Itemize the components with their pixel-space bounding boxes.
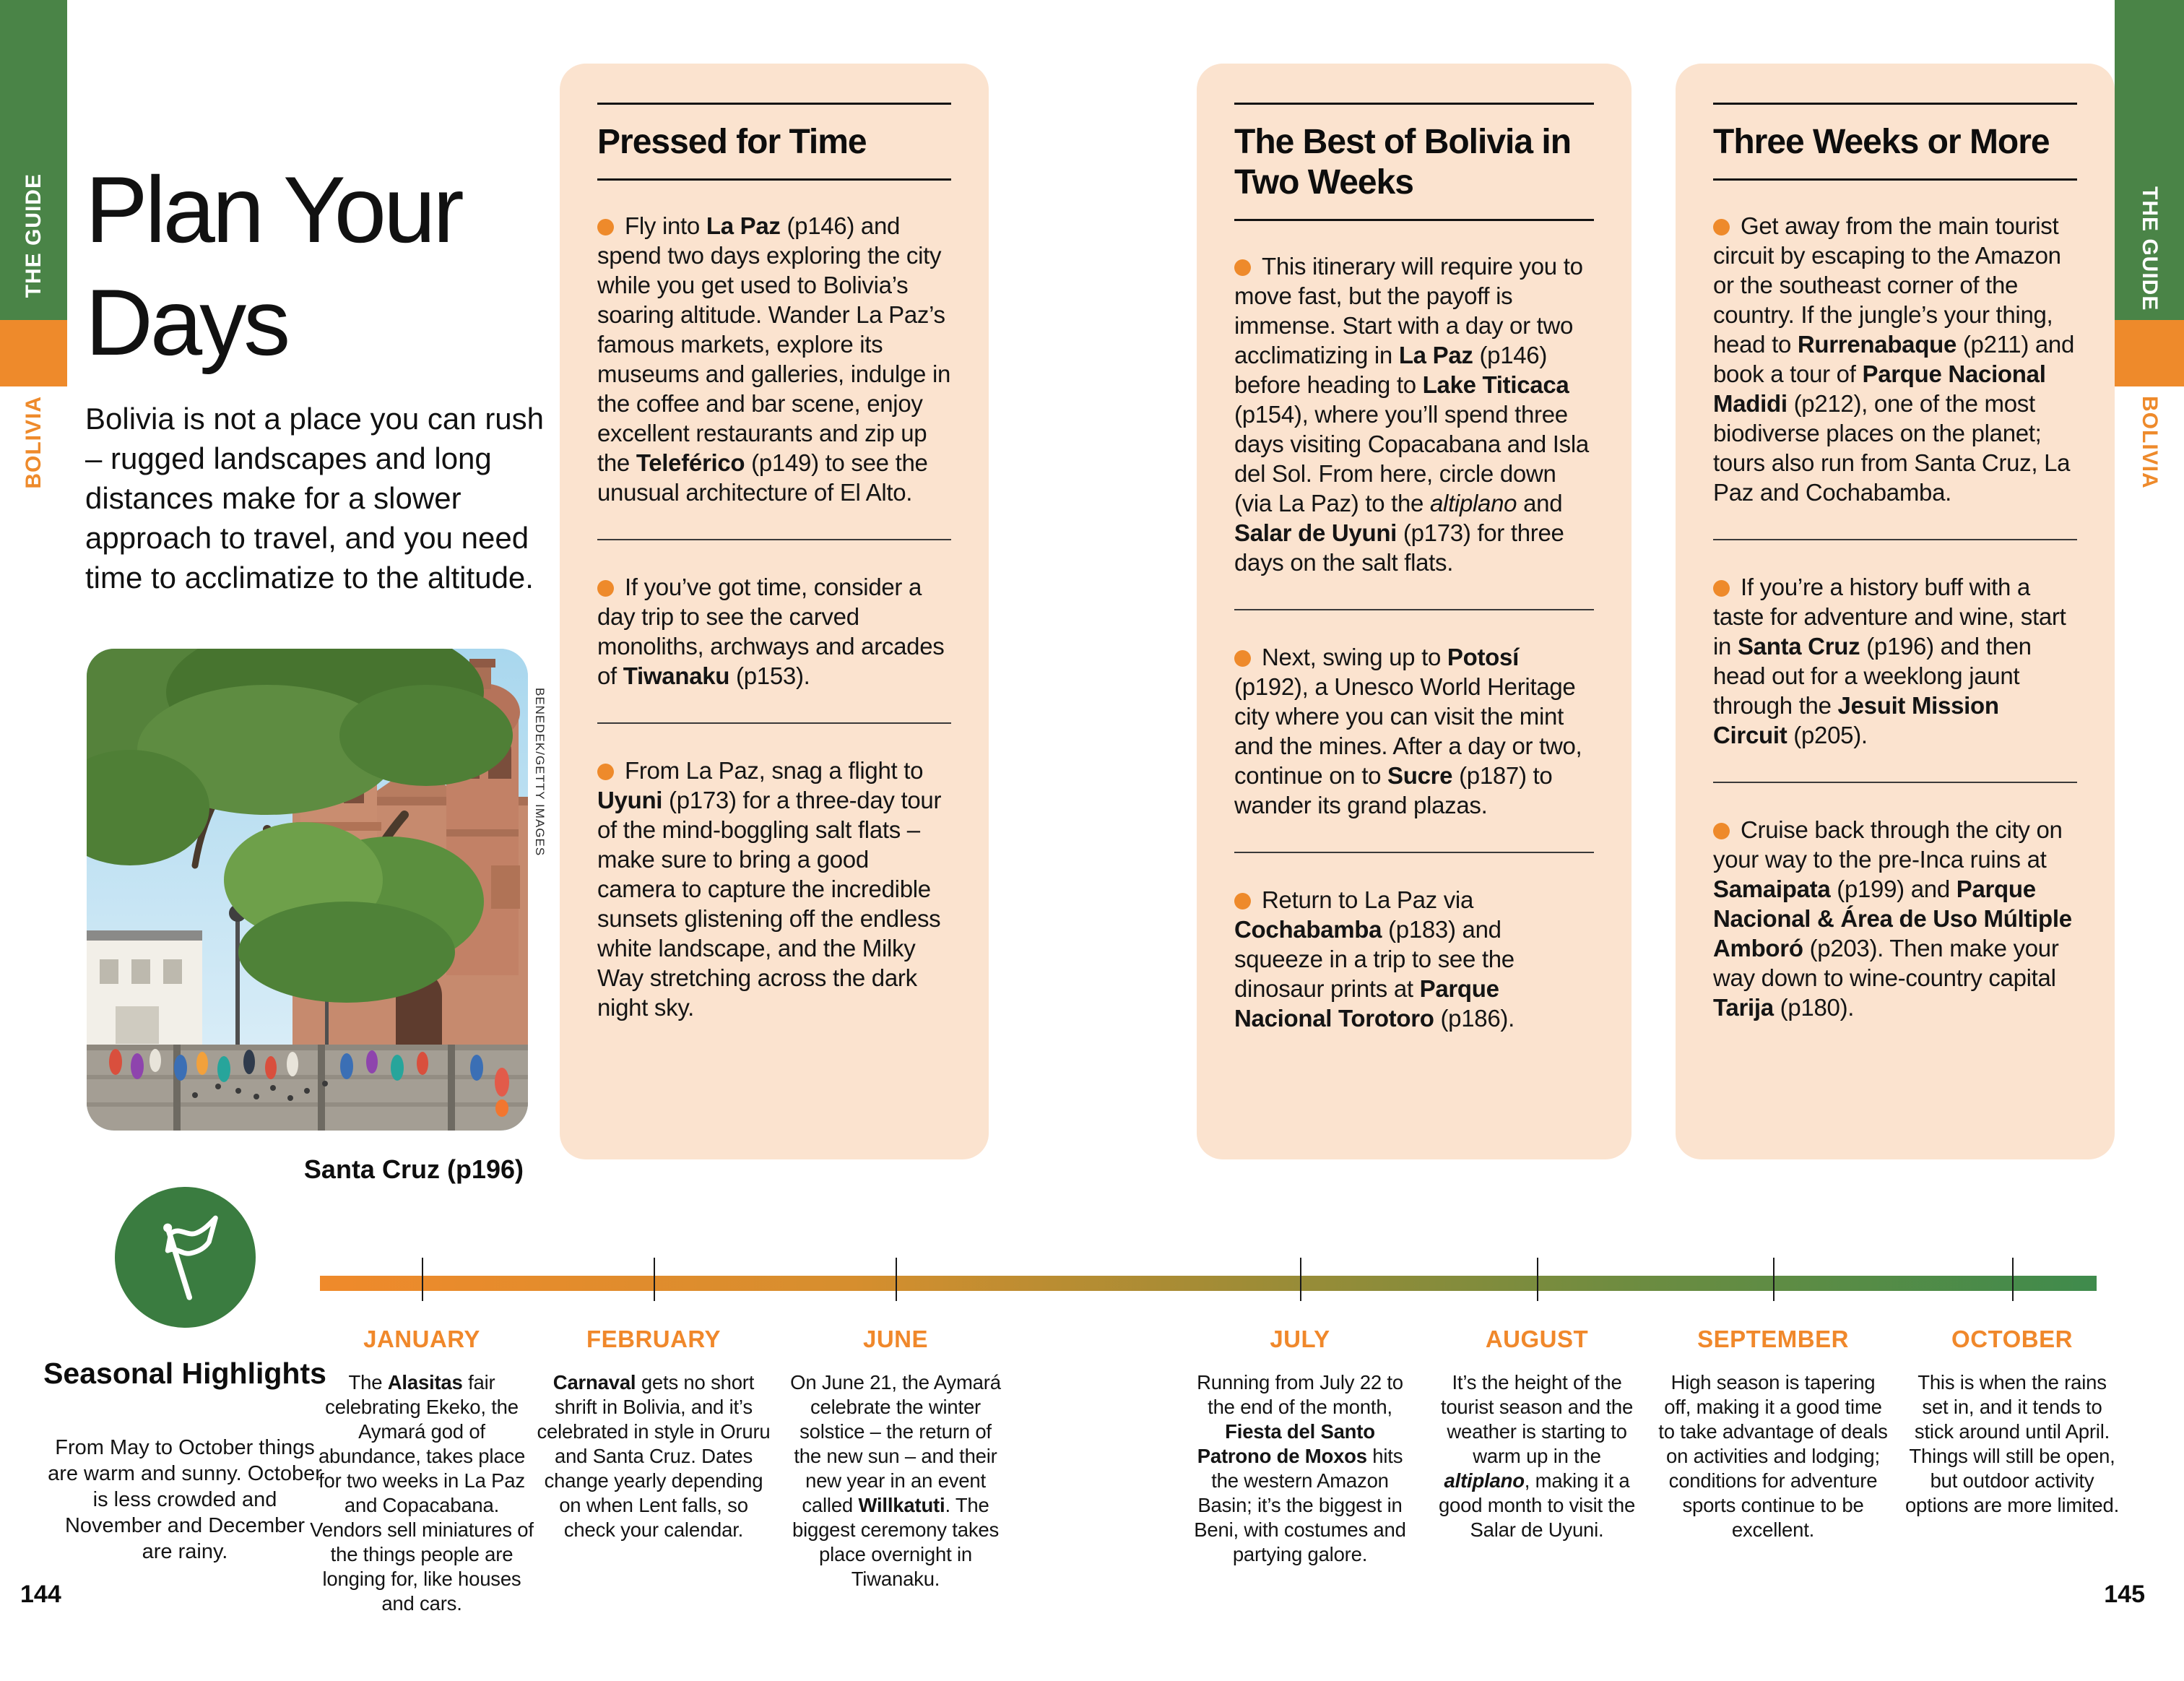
bullet-text: If you’ve got time, consider a day trip to see the carved monoliths, archways and arcades of Tiwanaku (p153). <box>597 574 945 689</box>
bullet-text: Cruise back through the city on your way to the pre-Inca ruins at Samaipata (p199) and Parque Nacional & Área de Uso Múltiple Amboró (p203). Then make your way down to wine-country capital Tarija (p180). <box>1713 816 2072 1021</box>
bullet-separator <box>597 539 951 540</box>
panel-rule <box>1713 178 2077 181</box>
bullet-dot-icon <box>597 764 614 780</box>
timeline-tick-august <box>1537 1258 1538 1301</box>
photo-caption: Santa Cruz (p196) <box>303 1154 524 1184</box>
left-guide-label: THE GUIDE <box>21 173 46 298</box>
bullet-dot-icon <box>597 580 614 597</box>
left-orange-block <box>0 320 67 386</box>
page-number-right: 145 <box>2104 1581 2145 1608</box>
month-column-july <box>1187 1326 1414 1567</box>
seasonal-highlights-badge <box>115 1187 256 1328</box>
timeline-bar <box>320 1276 2097 1291</box>
month-column-august <box>1431 1326 1644 1542</box>
right-orange-block <box>2115 320 2184 386</box>
panel-title: Pressed for Time <box>597 123 867 161</box>
timeline-tick-january <box>422 1258 423 1301</box>
bullet-dot-icon <box>1713 823 1730 839</box>
panel-rule <box>597 103 951 105</box>
bullet-separator <box>1713 782 2077 783</box>
panel-three-weeks-or-more <box>1676 64 2115 1159</box>
bullet-text: Get away from the main tourist circuit by escaping to the Amazon or the southeast corner of the country. If the jungle’s your thing, head to Rurrenabaque (p211) and book a tour of Parque Nacional Madidi (p212), one of the most biodiverse places on the planet; tours also run from Santa Cruz, La Paz and Cochabamba. <box>1713 212 2075 506</box>
month-column-september <box>1656 1326 1891 1542</box>
itinerary-bullet <box>1713 572 2077 750</box>
month-text: High season is tapering off, making it a good time to take advantage of deals on activities and lodging; conditions for adventure sports continue to be excellent. <box>1658 1371 1888 1541</box>
bullet-dot-icon <box>1713 580 1730 597</box>
itinerary-bullet <box>597 572 951 691</box>
right-region-tab <box>2115 396 2184 526</box>
bullet-dot-icon <box>1234 893 1251 909</box>
month-label: FEBRUARY <box>586 1326 722 1352</box>
flag-icon <box>139 1211 232 1304</box>
month-text: On June 21, the Aymará celebrate the winter solstice – the return of the new sun – and their new year in an event called Willkatuti. The biggest ceremony takes place overnight in Tiwanaku. <box>790 1371 1001 1590</box>
month-column-january <box>306 1326 537 1616</box>
panel-pressed-for-time <box>560 64 989 1159</box>
panel-title: The Best of Bolivia in Two Weeks <box>1234 123 1572 202</box>
bullet-dot-icon <box>1234 650 1251 667</box>
month-label: SEPTEMBER <box>1697 1326 1849 1352</box>
month-text: This is when the rains set in, and it tends to stick around until April. Things will still be open, but outdoor activity options are more limited. <box>1904 1371 2120 1516</box>
bullet-text: Fly into La Paz (p146) and spend two days exploring the city while you get used to Bolivia’s soaring altitude. Wander La Paz’s famous markets, explore its museums and galleries, indulge in the coffee and bar scene, enjoy excellent restaurants and zip up the Teleférico (p149) to see the unusual architecture of El Alto. <box>597 212 951 506</box>
month-label: JULY <box>1270 1326 1330 1352</box>
left-guide-tab <box>0 0 67 298</box>
panel-rule <box>1234 219 1594 221</box>
bullet-text: Return to La Paz via Cochabamba (p183) and squeeze in a trip to see the dinosaur prints at Parque Nacional Torotoro (p186). <box>1234 886 1514 1032</box>
month-text: Carnaval gets no short shrift in Bolivia, and it’s celebrated in style in Oruru and Santa Cruz. Dates change yearly depending on when Lent falls, so check your calendar. <box>537 1371 771 1541</box>
itinerary-bullet <box>1713 815 2077 1022</box>
panel-title: Three Weeks or More <box>1713 123 2050 161</box>
page-title <box>85 153 462 379</box>
santa-cruz-photo-illustration <box>87 649 528 1131</box>
itinerary-bullet <box>1234 885 1594 1033</box>
bullet-dot-icon <box>1713 219 1730 235</box>
left-region-label: BOLIVIA <box>21 396 46 489</box>
month-column-february <box>533 1326 775 1542</box>
seasonal-highlights-title: Seasonal Highlights <box>43 1357 326 1390</box>
timeline-tick-july <box>1300 1258 1301 1301</box>
bullet-separator <box>597 722 951 724</box>
right-guide-label: THE GUIDE <box>2138 186 2162 311</box>
panel-rule <box>1234 103 1594 105</box>
left-region-tab <box>0 396 67 526</box>
month-text: Running from July 22 to the end of the month, Fiesta del Santo Patrono de Moxos hits the western Amazon Basin; it’s the biggest in Beni, with costumes and partying galore. <box>1194 1371 1406 1565</box>
panel-rule <box>1713 103 2077 105</box>
right-guide-tab <box>2115 0 2184 311</box>
page-number-left: 144 <box>20 1581 61 1608</box>
bullet-dot-icon <box>1234 259 1251 276</box>
photo-credit-text: BENEDEK/GETTY IMAGES <box>533 688 547 857</box>
bullet-separator <box>1234 852 1594 853</box>
timeline-tick-september <box>1773 1258 1774 1301</box>
panel-best-of-bolivia <box>1197 64 1632 1159</box>
seasonal-highlights-body: From May to October things are warm and sunny. October is less crowded and November and December are rainy. <box>48 1436 322 1563</box>
bullet-text: From La Paz, snag a flight to Uyuni (p173) for a three-day tour of the mind-boggling salt flats – make sure to bring a good camera to capture the incredible sunsets glistening off the endless white landscape, and the Milky Way stretching across the dark night sky. <box>597 757 942 1021</box>
panel-rule <box>597 178 951 181</box>
month-label: AUGUST <box>1485 1326 1589 1352</box>
bullet-text: Next, swing up to Potosí (p192), a Unesco World Heritage city where you can visit the mint and the mines. After a day or two, continue on to Sucre (p187) to wander its grand plazas. <box>1234 644 1582 818</box>
photo-credit <box>532 688 547 876</box>
bullet-separator <box>1234 609 1594 610</box>
month-text: The Alasitas fair celebrating Ekeko, the Aymará god of abundance, takes place for two weeks in La Paz and Copacabana. Vendors sell miniatures of the things people are longing for, like houses and cars. <box>310 1371 534 1615</box>
month-label: JANUARY <box>363 1326 480 1352</box>
timeline-tick-october <box>2012 1258 2014 1301</box>
timeline-tick-june <box>896 1258 897 1301</box>
bullet-text: This itinerary will require you to move fast, but the payoff is immense. Start with a day or two acclimatizing in La Paz (p146) before heading to Lake Titicaca (p154), where you’ll spend three days visiting Copacabana and Isla del Sol. From here, circle down (via La Paz) to the altiplano and Salar de Uyuni (p173) for three days on the salt flats. <box>1234 253 1589 576</box>
month-column-june <box>787 1326 1004 1591</box>
page-title-line-2: Days <box>85 269 288 375</box>
month-column-october <box>1902 1326 2123 1518</box>
month-text: It’s the height of the tourist season and the weather is starting to warm up in the altiplano, making it a good month to visit the Salar de Uyuni. <box>1438 1371 1636 1541</box>
month-label: OCTOBER <box>1951 1326 2073 1352</box>
itinerary-bullet <box>1234 642 1594 820</box>
itinerary-bullet <box>597 211 951 507</box>
right-region-label: BOLIVIA <box>2138 396 2162 489</box>
bullet-dot-icon <box>597 219 614 235</box>
month-label: JUNE <box>862 1326 929 1352</box>
bullet-separator <box>1713 539 2077 540</box>
intro-paragraph: Bolivia is not a place you can rush – rugged landscapes and long distances make for a slower approach to travel, and you need time to acclimatize to the altitude. <box>85 402 545 595</box>
page-title-line-1: Plan Your <box>85 157 462 262</box>
itinerary-bullet <box>1234 251 1594 577</box>
santa-cruz-photo <box>87 649 528 1131</box>
bullet-text: If you’re a history buff with a taste for adventure and wine, start in Santa Cruz (p196) and then head out for a weeklong jaunt through the Jesuit Mission Circuit (p205). <box>1713 574 2066 748</box>
itinerary-bullet <box>597 756 951 1022</box>
timeline-tick-february <box>654 1258 655 1301</box>
itinerary-bullet <box>1713 211 2077 507</box>
